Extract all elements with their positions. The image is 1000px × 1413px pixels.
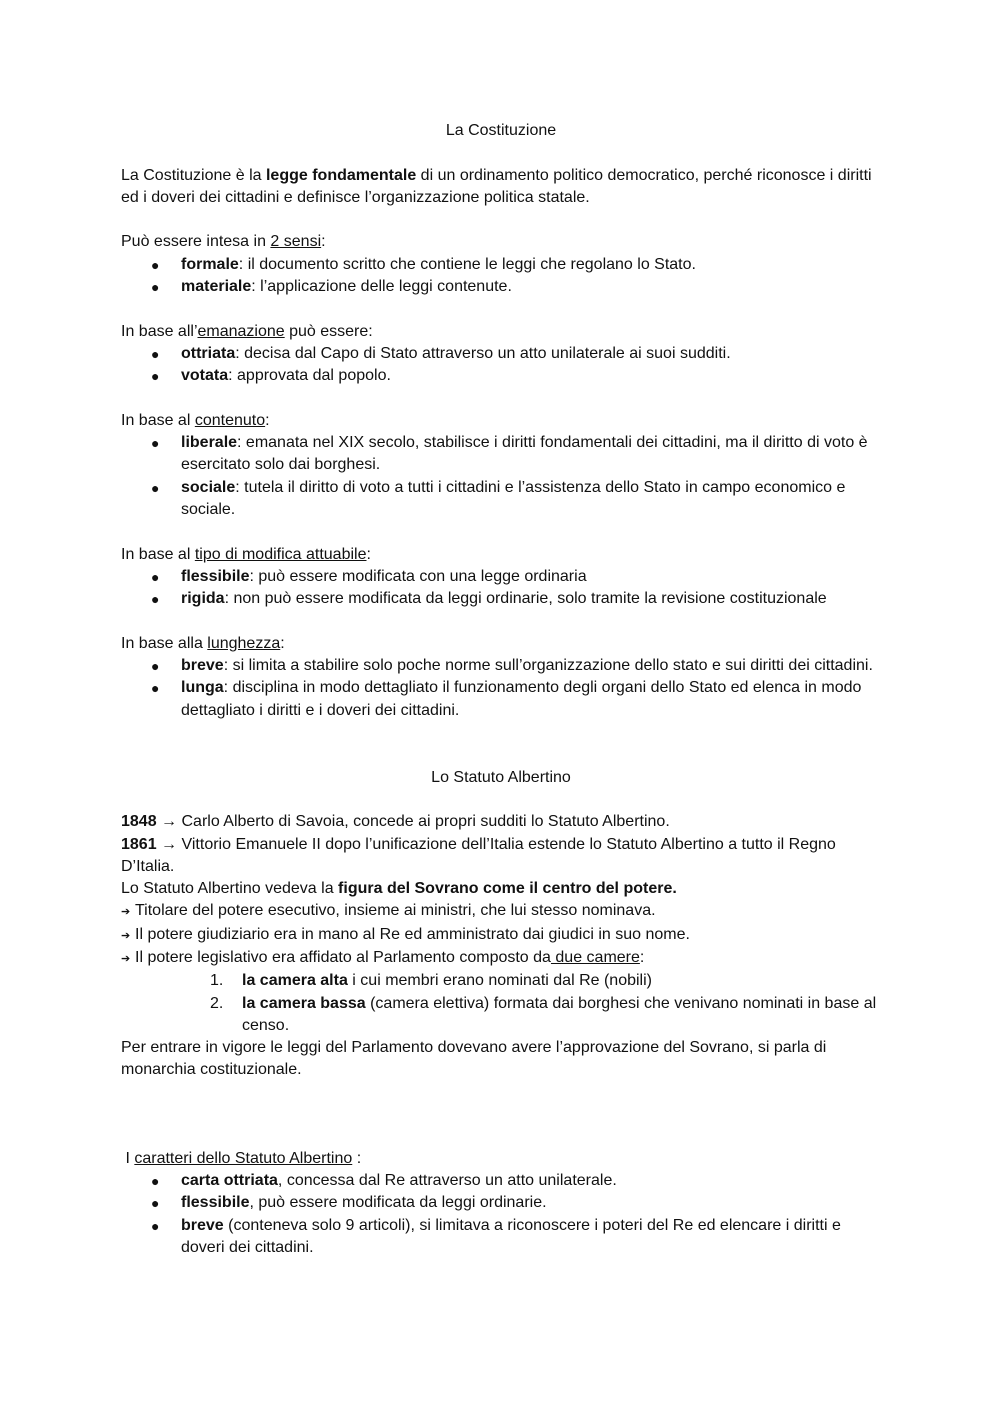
item-term: rigida xyxy=(181,590,225,608)
date-line xyxy=(121,811,881,833)
lead-text: In base al xyxy=(121,411,195,429)
list-item xyxy=(121,343,881,365)
lead-underlined: lunghezza xyxy=(207,634,281,652)
lead-text: In base all’ xyxy=(121,322,198,340)
lead-text: In base al xyxy=(121,545,195,563)
item-term: carta ottriata xyxy=(181,1172,278,1190)
bullet-list xyxy=(121,655,881,722)
lead-text-end: può essere: xyxy=(284,322,373,340)
list-item xyxy=(121,1170,881,1192)
section-title-statuto: Lo Statuto Albertino xyxy=(431,768,571,786)
bullet-icon: ● xyxy=(151,658,160,675)
list-item xyxy=(121,1215,881,1260)
arrow-right-icon: ➔ xyxy=(121,929,131,942)
figura-text: Lo Statuto Albertino vedeva la xyxy=(121,880,339,898)
intro-bold-term: legge fondamentale xyxy=(265,166,417,184)
bullet-icon: ● xyxy=(151,345,160,362)
closing-paragraph: Per entrare in vigore le leggi del Parlamento dovevano avere l’approvazione del Sovrano, si parla di monarchia costituzionale. xyxy=(121,1039,827,1079)
list-item xyxy=(121,655,881,677)
item-text: (conteneva solo 9 articoli), si limitava a riconoscere i poteri del Re ed elencare i diritti e doveri dei cittadini. xyxy=(181,1216,841,1256)
intro-text-end: di un ordinamento politico democratico, perché riconosce i diritti ed i doveri dei cittadini e definisce l’organizzazione politica statale. xyxy=(121,166,872,206)
item-text: : approvata dal popolo. xyxy=(228,367,391,385)
caratteri-lead xyxy=(121,1148,881,1170)
document-page xyxy=(121,120,881,1259)
bullet-list xyxy=(121,432,881,521)
item-term: breve xyxy=(181,1216,224,1234)
group-lead xyxy=(121,321,881,343)
list-item xyxy=(121,1192,881,1214)
bullet-icon: ● xyxy=(151,479,160,496)
item-term: votata xyxy=(181,367,229,385)
lead-text: I xyxy=(121,1149,135,1167)
list-number: 2. xyxy=(210,994,224,1012)
bullet-icon: ● xyxy=(151,1217,160,1234)
list-item xyxy=(121,677,881,722)
item-term: formale xyxy=(181,255,239,273)
item-term: materiale xyxy=(181,278,252,296)
lead-text: In base alla xyxy=(121,634,208,652)
bullet-icon: ● xyxy=(151,368,160,385)
date-text: Vittorio Emanuele II dopo l’unificazione dell’Italia estende lo Statuto Albertino a tutto il Regno D’Italia. xyxy=(121,835,836,875)
arrow-right-icon: ➔ xyxy=(121,906,131,919)
lead-text-end: : xyxy=(321,233,326,251)
lead-text: Può essere intesa in xyxy=(121,233,271,251)
bullet-icon: ● xyxy=(151,1195,160,1212)
lead-text-end: : xyxy=(352,1149,362,1167)
list-item xyxy=(121,477,881,522)
bullet-icon: ● xyxy=(151,256,160,273)
list-item xyxy=(121,365,881,387)
item-term: la camera bassa xyxy=(242,994,366,1012)
group-lead xyxy=(121,410,881,432)
date-line xyxy=(121,834,881,879)
bullet-icon: ● xyxy=(151,279,160,296)
power-line xyxy=(121,947,881,970)
bullet-icon: ● xyxy=(151,1173,160,1190)
item-text: i cui membri erano nominati dal Re (nobili) xyxy=(347,972,652,990)
group-lead xyxy=(121,633,881,655)
group-lead xyxy=(121,544,881,566)
lead-text-end: : xyxy=(280,634,285,652)
power-text: Il potere legislativo era affidato al Parlamento composto da xyxy=(135,948,551,966)
arrow-icon: → xyxy=(156,813,182,831)
bullet-list xyxy=(121,343,881,388)
bullet-icon: ● xyxy=(151,680,160,697)
list-item xyxy=(121,970,881,992)
item-term: flessibile xyxy=(181,567,250,585)
bullet-icon: ● xyxy=(151,435,160,452)
list-number: 1. xyxy=(210,972,224,990)
item-term: breve xyxy=(181,657,224,675)
power-text-end: : xyxy=(639,948,645,966)
item-text: : non può essere modificata da leggi ordinarie, solo tramite la revisione costituzionale xyxy=(224,590,827,608)
item-term: sociale xyxy=(181,478,236,496)
item-text: : tutela il diritto di voto a tutti i cittadini e l’assistenza dello Stato in campo economico e sociale. xyxy=(181,478,846,519)
lead-text-end: : xyxy=(366,545,371,563)
lead-underlined: emanazione xyxy=(197,322,285,340)
list-item xyxy=(121,566,881,588)
list-item xyxy=(121,588,881,610)
item-term: flessibile xyxy=(181,1194,250,1212)
figura-line xyxy=(121,878,881,900)
item-term: la camera alta xyxy=(242,972,348,990)
item-text: : emanata nel XIX secolo, stabilisce i diritti fondamentali dei cittadini, ma il diritto di voto è esercitato solo dai borghesi. xyxy=(181,434,868,474)
bullet-icon: ● xyxy=(151,568,160,585)
intro-paragraph xyxy=(121,165,881,210)
bullet-icon: ● xyxy=(151,591,160,608)
numbered-list xyxy=(121,970,881,1037)
item-text: : può essere modificata con una legge ordinaria xyxy=(249,567,587,585)
list-item xyxy=(121,432,881,477)
date-year: 1848 xyxy=(121,813,157,831)
list-item xyxy=(121,993,881,1038)
intro-text: La Costituzione è la xyxy=(121,166,266,184)
power-text: Il potere giudiziario era in mano al Re ed amministrato dai giudici in suo nome. xyxy=(135,925,690,943)
power-line xyxy=(121,900,881,923)
item-text: , concessa dal Re attraverso un atto unilaterale. xyxy=(277,1172,617,1190)
item-term: ottriata xyxy=(181,344,236,362)
lead-underlined: tipo di modifica attuabile xyxy=(194,545,367,563)
arrow-icon: → xyxy=(156,835,182,853)
list-item xyxy=(121,254,881,276)
power-line xyxy=(121,924,881,947)
group-lead xyxy=(121,231,881,253)
bullet-list xyxy=(121,1170,881,1259)
item-text: : disciplina in modo dettagliato il funzionamento degli organi dello Stato ed elenca in modo dettagliato i diritti e i doveri dei cittadini. xyxy=(181,679,862,719)
bullet-list xyxy=(121,566,881,611)
arrow-right-icon: ➔ xyxy=(121,952,131,965)
figura-bold: figura del Sovrano come il centro del potere. xyxy=(338,880,677,898)
lead-underlined: caratteri dello Statuto Albertino xyxy=(134,1149,353,1167)
item-text: : il documento scritto che contiene le leggi che regolano lo Stato. xyxy=(238,255,696,273)
lead-underlined: 2 sensi xyxy=(270,233,322,251)
item-term: lunga xyxy=(181,679,224,697)
item-text: : si limita a stabilire solo poche norme sull’organizzazione dello stato e sui diritti dei cittadini. xyxy=(223,657,873,675)
item-text: : l’applicazione delle leggi contenute. xyxy=(251,278,512,296)
item-text: , può essere modificata da leggi ordinarie. xyxy=(249,1194,547,1212)
date-text: Carlo Alberto di Savoia, concede ai propri sudditi lo Statuto Albertino. xyxy=(181,813,670,831)
power-text: Titolare del potere esecutivo, insieme ai ministri, che lui stesso nominava. xyxy=(135,902,656,920)
item-term: liberale xyxy=(181,434,238,452)
lead-text-end: : xyxy=(265,411,270,429)
bullet-list xyxy=(121,254,881,299)
power-underlined: due camere xyxy=(550,948,640,966)
section-title-costituzione: La Costituzione xyxy=(445,122,557,139)
list-item xyxy=(121,276,881,298)
date-year: 1861 xyxy=(121,835,157,853)
item-text: : decisa dal Capo di Stato attraverso un atto unilaterale ai suoi sudditi. xyxy=(235,344,731,362)
item-text: (camera elettiva) formata dai borghesi che venivano nominati in base al censo. xyxy=(242,994,877,1034)
lead-underlined: contenuto xyxy=(194,411,266,429)
